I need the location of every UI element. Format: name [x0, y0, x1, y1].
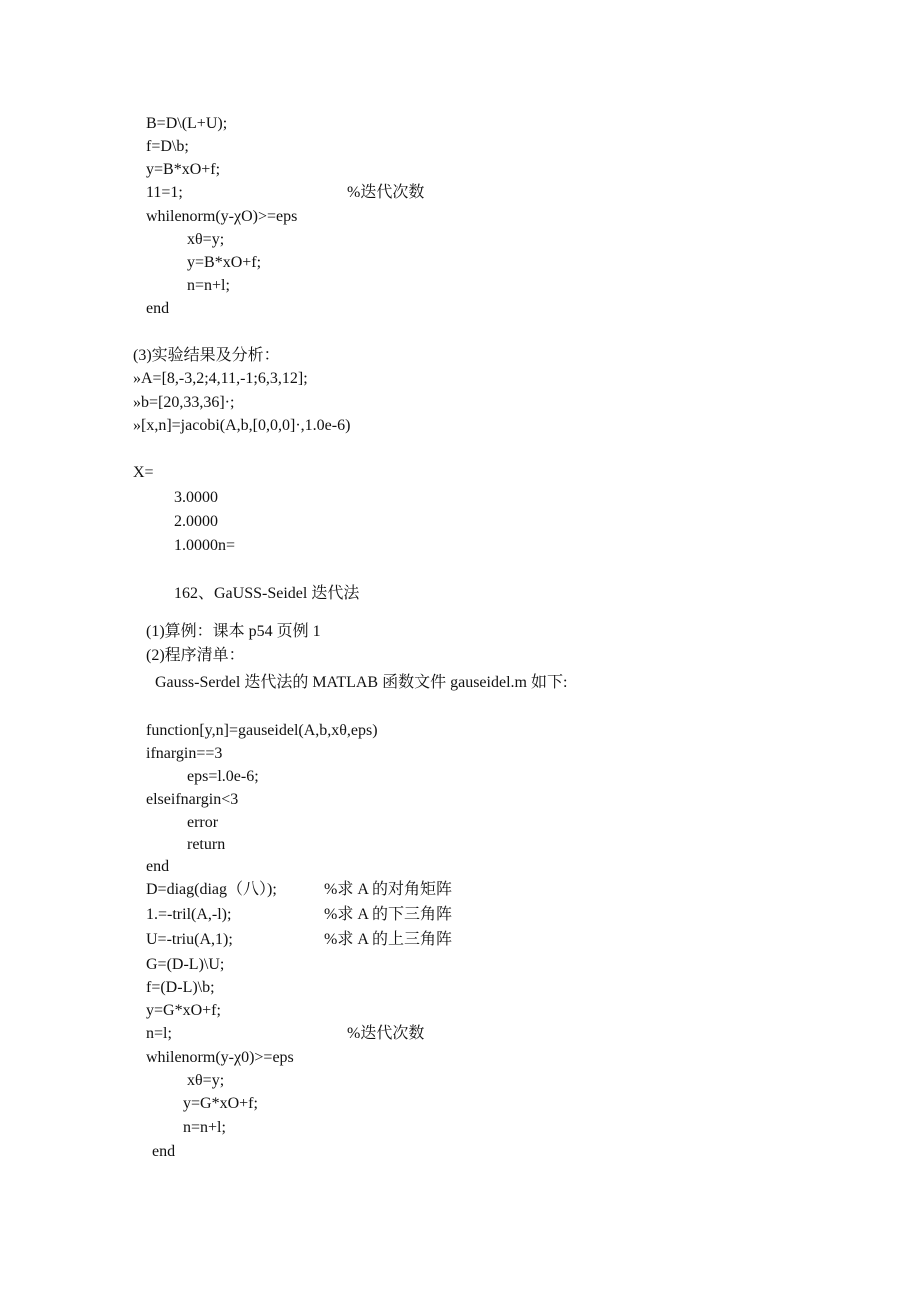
code-line: end	[146, 300, 170, 317]
code-comment: %求 A 的上三角阵	[324, 931, 453, 948]
intro-line: Gauss-Serdel 迭代法的 MATLAB 函数文件 gauseidel.m 如下:	[155, 674, 568, 691]
code-line: elseifnargin<3	[146, 791, 239, 808]
code-line: xθ=y;	[187, 1072, 225, 1089]
code-line: n=n+l;	[183, 1119, 226, 1136]
result-value: 2.0000	[174, 513, 218, 530]
code-line: D=diag(diag（八）);	[146, 881, 277, 898]
code-line: y=G*xO+f;	[146, 1002, 221, 1019]
code-line: y=B*xO+f;	[146, 161, 221, 178]
code-line: end	[146, 858, 170, 875]
section-heading: 162、GaUSS-Seidel 迭代法	[174, 585, 360, 602]
code-comment: %求 A 的对角矩阵	[324, 881, 453, 898]
result-label: X=	[133, 464, 154, 481]
code-line: function[y,n]=gauseidel(A,b,xθ,eps)	[146, 722, 378, 739]
code-comment: %迭代次数	[347, 184, 425, 201]
code-line: y=B*xO+f;	[187, 254, 262, 271]
console-line: »A=[8,-3,2;4,11,-1;6,3,12];	[133, 370, 308, 387]
console-line: »[x,n]=jacobi(A,b,[0,0,0]·,1.0e-6)	[133, 417, 351, 434]
code-line: ifnargin==3	[146, 745, 223, 762]
code-line: G=(D-L)\U;	[146, 956, 225, 973]
code-comment: %求 A 的下三角阵	[324, 906, 453, 923]
section-title: (3)实验结果及分析：	[133, 347, 280, 364]
result-value: 1.0000n=	[174, 537, 236, 554]
intro-line: (1)算例：课本 p54 页例 1	[146, 623, 321, 640]
code-line: f=(D-L)\b;	[146, 979, 215, 996]
console-line: »b=[20,33,36]·;	[133, 394, 235, 411]
code-line: f=D\b;	[146, 138, 189, 155]
result-value: 3.0000	[174, 489, 218, 506]
code-line: 11=1;	[146, 184, 183, 201]
code-comment: %迭代次数	[347, 1025, 425, 1042]
code-line: whilenorm(y-χ0)>=eps	[146, 1049, 294, 1066]
code-line: y=G*xO+f;	[183, 1095, 258, 1112]
code-line: return	[187, 836, 226, 853]
code-line: whilenorm(y-χO)>=eps	[146, 208, 298, 225]
code-line: xθ=y;	[187, 231, 225, 248]
code-line: 1.=-tril(A,-l);	[146, 906, 232, 923]
code-line: n=n+l;	[187, 277, 230, 294]
code-line: n=l;	[146, 1025, 172, 1042]
code-line: B=D\(L+U);	[146, 115, 228, 132]
code-line: error	[187, 814, 219, 831]
code-line: U=-triu(A,1);	[146, 931, 233, 948]
code-line: end	[152, 1143, 176, 1160]
code-line: eps=l.0e-6;	[187, 768, 259, 785]
intro-line: (2)程序清单：	[146, 647, 245, 664]
